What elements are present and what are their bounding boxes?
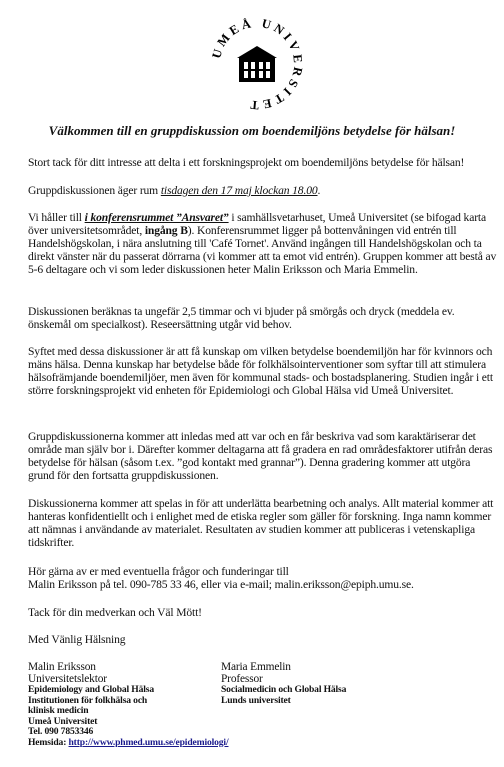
website-link[interactable]: http://www.phmed.umu.se/epidemiologi/ — [68, 736, 229, 748]
sig-left-unit1: Epidemiology and Global Hälsa — [28, 684, 154, 695]
paragraph-purpose: Syftet med dessa diskussioner är att få kunskap om vilken betydelse boendemiljön har för kvinnors och mäns hälsa. Denna kunskap har betydelse både för folkhälsointerventioner som syftar till att stimulera hälsofrämjande boendemiljöer, men även för kommunal stads- och bostadsplanering. Studien ingår i ett större forskningsprojekt vid enheten för Epidemiologi och Global Hälsa vid Umeå Universitet. — [28, 345, 493, 397]
paragraph-duration: Diskussionen beräknas ta ungefär 2,5 timmar och vi bjuder på smörgås och dryck (meddela ev. önskemål om specialkost). Reseersättning utgår vid behov. — [28, 305, 455, 331]
sig-right-org: Lunds universitet — [221, 694, 291, 706]
date-suffix: . — [317, 184, 321, 197]
sig-left-web — [28, 736, 229, 749]
paragraph-thanks-closing: Tack för din medverkan och Väl Mött! — [28, 606, 202, 619]
location-mid: i samhällsvetarhuset, Umeå Universitet (se bifogad karta över universitetsområdet, — [28, 211, 486, 237]
paragraph-thanks: Stort tack för ditt intresse att delta i ett forskningsprojekt om boendemiljöns betydelse för hälsan! — [28, 156, 465, 169]
conference-room: i konferensrummet ”Ansvaret” — [84, 211, 229, 224]
contact-line-1: Hör gärna av er med eventuella frågor och funderingar till — [28, 565, 289, 578]
university-building-icon — [202, 2, 312, 110]
sig-left-tel: Tel. 090 7853346 — [28, 726, 94, 737]
signature-left — [28, 661, 229, 748]
sig-left-web-label: Hemsida: — [28, 736, 69, 748]
sig-left-name: Malin Eriksson — [28, 661, 96, 673]
paragraph-date — [28, 184, 498, 197]
paragraph-recording: Diskussionerna kommer att spelas in för att underlätta bearbetning och analys. Allt material kommer att hanteras konfidentiellt och i enlighet med de etiska regler som gäller för forskning. Inga namn kommer att nämnas i användande av materialet. Resultaten av studien kommer att publiceras i vetenskapliga tidskrifter. — [28, 497, 494, 549]
sig-left-unit3: klinisk medicin — [28, 705, 89, 716]
entrance-label: ingång B — [144, 224, 188, 237]
logo-ring-text: UMEÅ UNIVERSITET — [209, 15, 306, 110]
sig-left-role: Universitetslektor — [28, 673, 107, 685]
date-prefix: Gruppdiskussionen äger rum — [28, 184, 161, 197]
letter-title: Välkommen till en gruppdiskussion om boendemiljöns betydelse för hälsan! — [48, 123, 456, 138]
contact-line-2: Malin Eriksson på tel. 090-785 33 46, eller via e-mail; malin.eriksson@epiph.umu.se. — [28, 578, 414, 591]
paragraph-contact — [28, 565, 498, 591]
sig-right-unit1: Socialmedicin och Global Hälsa — [221, 684, 347, 695]
date-time: tisdagen den 17 maj klockan 18.00 — [160, 184, 318, 197]
paragraph-location — [28, 211, 498, 276]
paragraph-method: Gruppdiskussionerna kommer att inledas med att var och en får beskriva vad som karaktäriserar det område man själv bor i. Därefter kommer deltagarna att få gradera en rad områdesfaktorer utifrån deras betydelse för hälsan (såsom t.ex. ”god kontakt med grannar”). Denna gradering kommer att utgöra grund för den fortsatta gruppdiskussionen. — [28, 430, 493, 482]
sig-right-name: Maria Emmelin — [221, 661, 291, 673]
umea-university-logo — [202, 2, 312, 110]
closing-greeting: Med Vänlig Hälsning — [28, 633, 126, 646]
location-rest: ). Konferensrummet ligger på bottenvåningen vid entrén till Handelshögskolan, i nära anslutning till 'Café Tornet'. Använd ingången till Handelshögskolan och ta direkt vänster när du passerat dörrarna (vi kommer att ta emot vid entrén). Gruppen kommer att bestå av 5-6 deltagare och vi som leder diskussionen heter Malin Eriksson och Maria Emmelin. — [28, 224, 497, 276]
sig-left-unit2: Institutionen för folkhälsa och — [28, 694, 148, 706]
location-prefix: Vi håller till — [28, 211, 85, 224]
sig-right-role: Professor — [221, 673, 263, 685]
signature-right — [221, 661, 401, 706]
sig-left-org: Umeå Universitet — [28, 715, 98, 727]
